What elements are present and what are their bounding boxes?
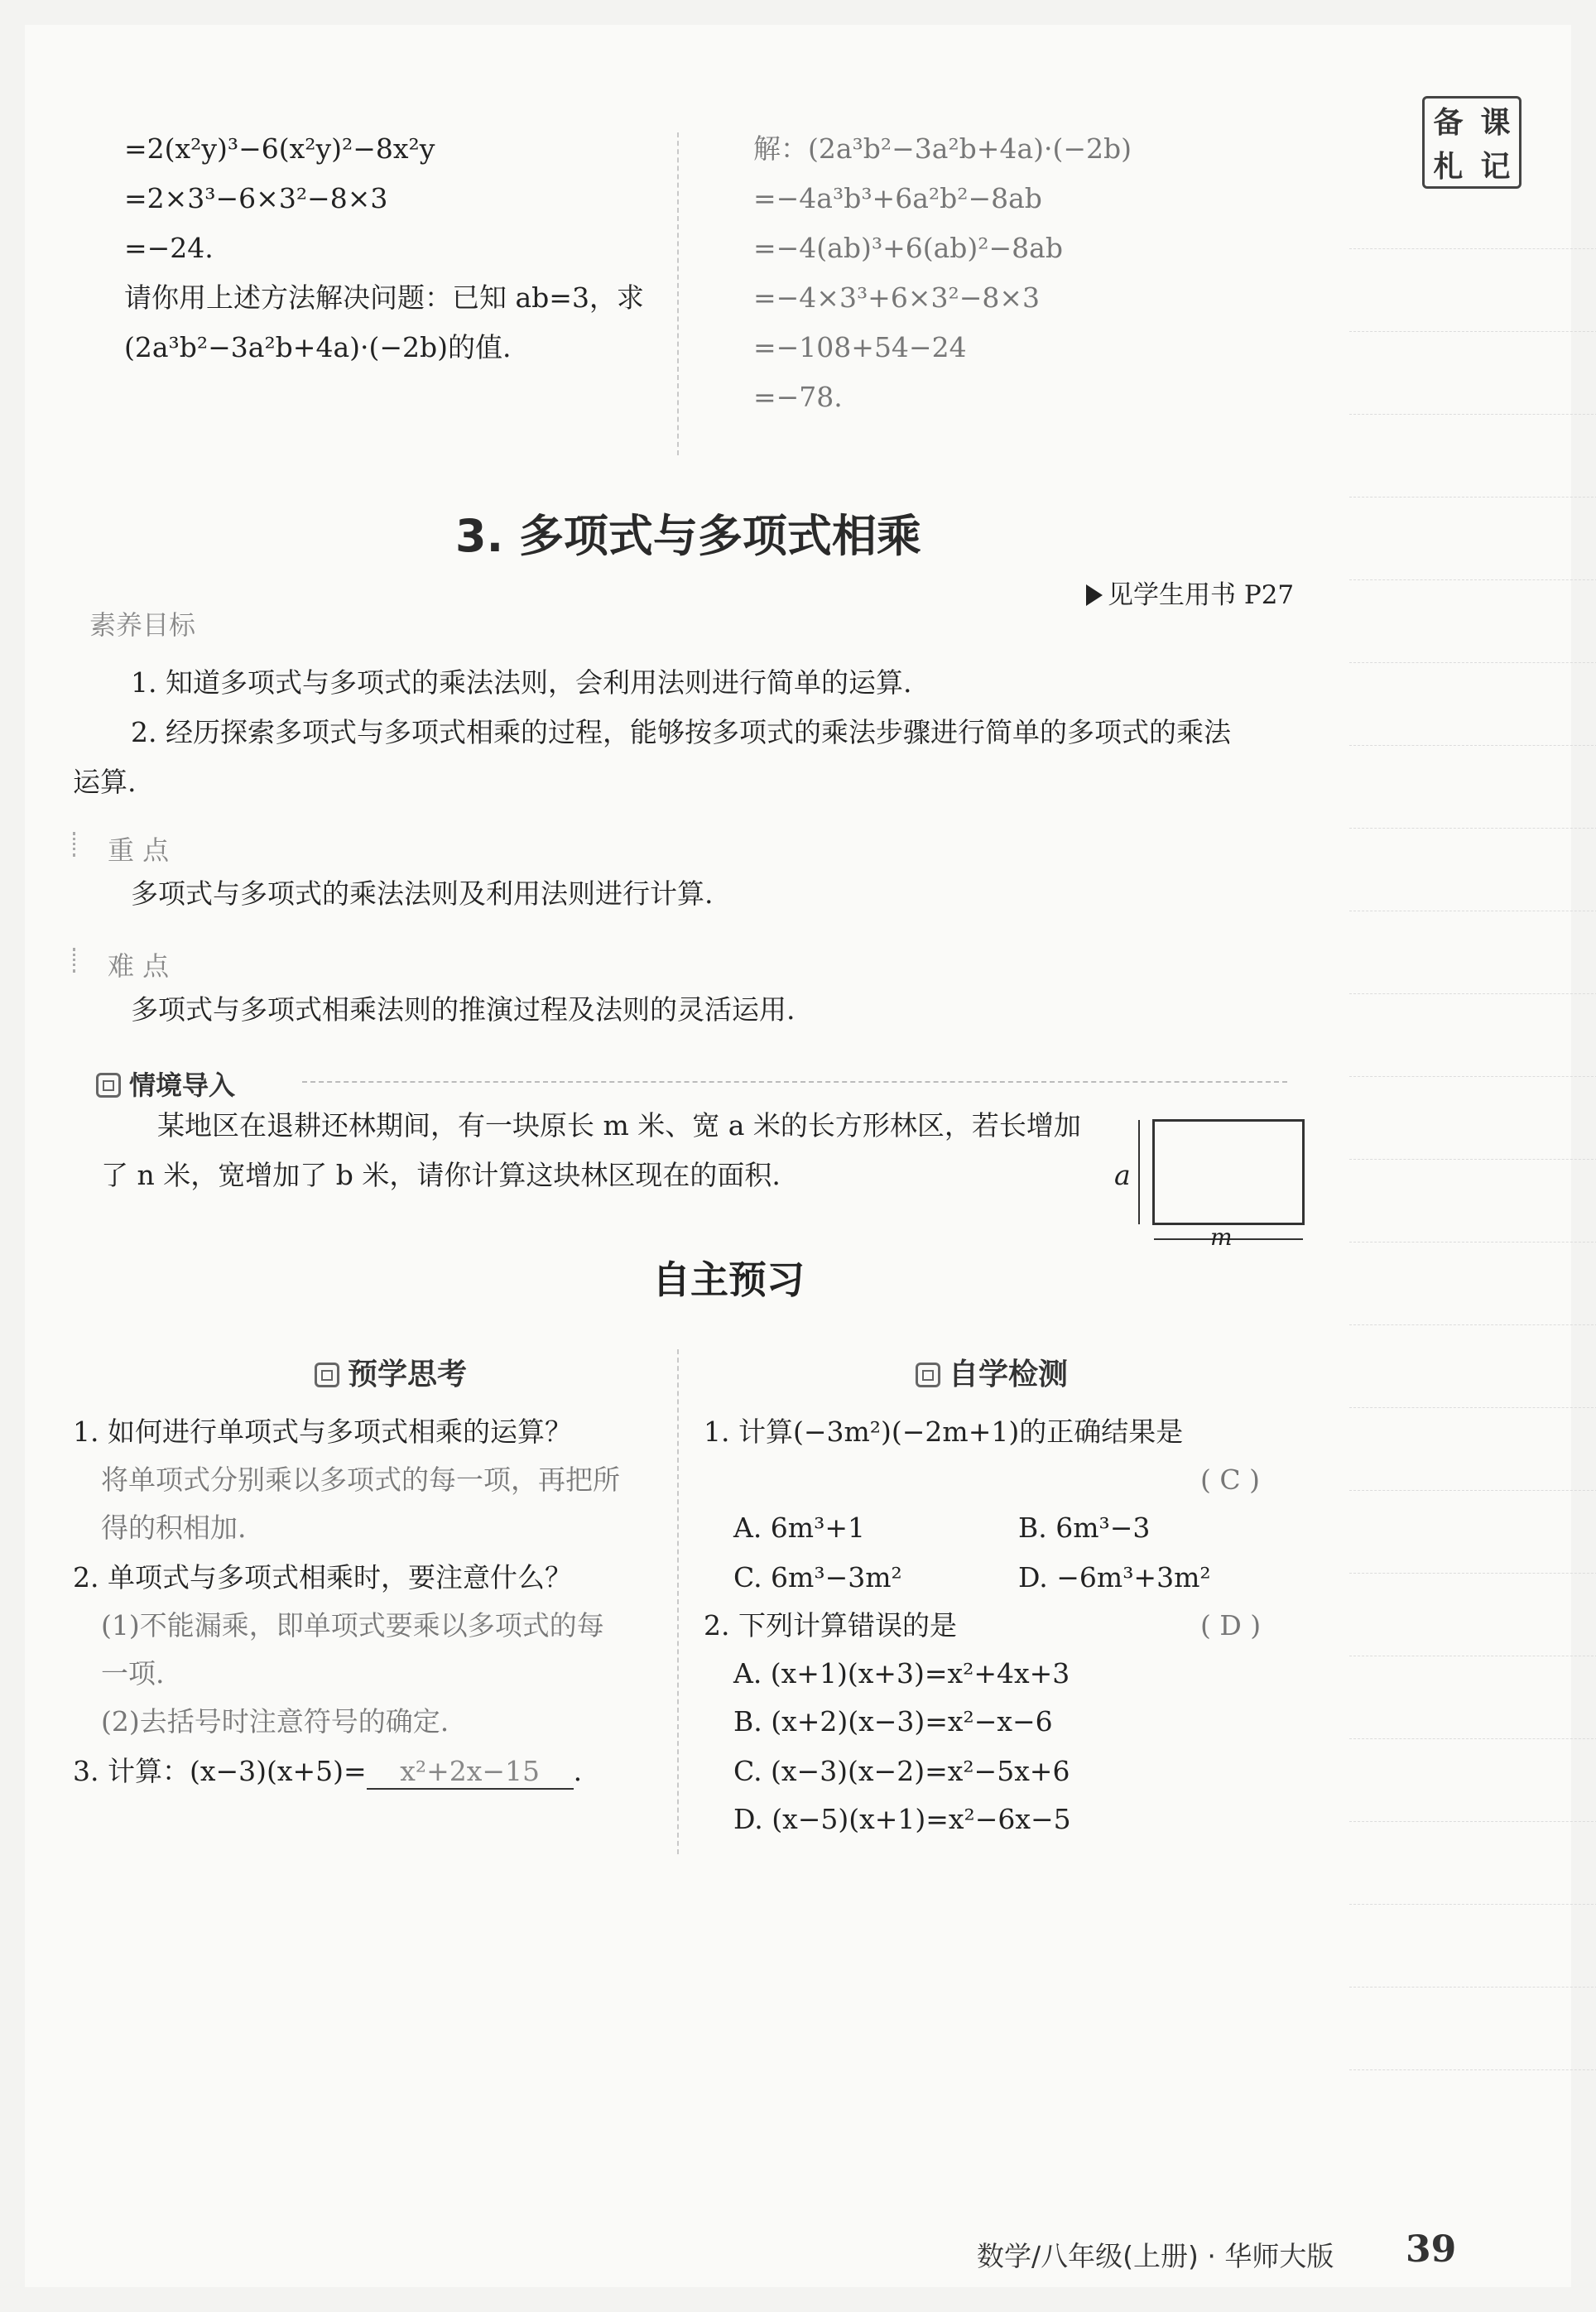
selftest-heading-text: 自学检测 <box>949 1358 1069 1392</box>
selftest-heading <box>916 1351 1068 1393</box>
option-1C: C. 6m³−3m² <box>733 1561 902 1593</box>
goals-label: 素养目标 <box>89 609 196 641</box>
figure-label-m: m <box>1210 1223 1233 1251</box>
solution-line-1: 解：(2a³b²−3a²b+4a)·(−2b) <box>753 132 1132 165</box>
option-1B: B. 6m³−3 <box>1018 1512 1151 1544</box>
option-2A: A. (x+1)(x+3)=x²+4x+3 <box>733 1657 1070 1690</box>
option-1A: A. 6m³+1 <box>733 1512 865 1544</box>
selftest-q2: 2. 下列计算错误的是 <box>704 1609 957 1641</box>
prestudy-icon <box>315 1363 339 1387</box>
notes-badge-char: 记 <box>1480 150 1511 184</box>
prestudy-a2-line2: 一项. <box>101 1657 165 1690</box>
notes-badge-char: 课 <box>1480 106 1511 140</box>
problem-line-1: 请你用上述方法解决问题：已知 ab=3，求 <box>124 281 644 314</box>
prestudy-a3-blank: x²+2x−15 <box>367 1755 574 1790</box>
page <box>25 25 1571 2287</box>
notes-badge <box>1422 96 1521 189</box>
solution-line-2: =−4a³b³+6a²b²−8ab <box>753 182 1042 214</box>
prestudy-heading <box>315 1351 467 1393</box>
prestudy-q3-end: . <box>573 1755 583 1787</box>
prestudy-heading-text: 预学思考 <box>348 1358 468 1392</box>
play-triangle-icon <box>1086 584 1103 606</box>
solution-line-3: =−4(ab)³+6(ab)²−8ab <box>753 232 1063 264</box>
figure-label-a: a <box>1114 1159 1131 1191</box>
prestudy-q3-text: 3. 计算：(x−3)(x+5)= <box>73 1755 367 1787</box>
page-number: 39 <box>1406 2228 1457 2271</box>
solution-line-4: =−4×3³+6×3²−8×3 <box>753 281 1040 314</box>
book-reference-text: 见学生用书 P27 <box>1108 580 1295 610</box>
option-2C: C. (x−3)(x−2)=x²−5x+6 <box>733 1755 1070 1787</box>
selftest-q1: 1. 计算(−3m²)(−2m+1)的正确结果是 <box>704 1416 1184 1448</box>
key-point-label: 重 点 <box>108 834 170 866</box>
section-title: 3. 多项式与多项式相乘 <box>455 510 921 562</box>
prestudy-a2-line3: (2)去括号时注意符号的确定. <box>101 1705 449 1738</box>
option-1D: D. −6m³+3m² <box>1018 1561 1211 1593</box>
footer-book-title: 数学/八年级(上册) · 华师大版 <box>977 2240 1334 2272</box>
intro-heading <box>96 1065 235 1103</box>
selftest-answer-1: ( C ) <box>1200 1464 1260 1496</box>
preview-heading: 自主预习 <box>652 1257 805 1302</box>
option-2B: B. (x+2)(x−3)=x²−x−6 <box>733 1705 1053 1738</box>
derivation-line-3: =−24. <box>124 232 214 264</box>
selftest-answer-2: ( D ) <box>1200 1609 1262 1641</box>
intro-icon <box>96 1073 121 1098</box>
prestudy-q3 <box>73 1755 582 1790</box>
difficult-point-text: 多项式与多项式相乘法则的推演过程及法则的灵活运用. <box>131 993 796 1026</box>
prestudy-q1: 1. 如何进行单项式与多项式相乘的运算？ <box>73 1416 572 1448</box>
solution-line-5: =−108+54−24 <box>753 331 967 363</box>
derivation-line-2: =2×3³−6×3²−8×3 <box>124 182 388 214</box>
intro-line-1: 某地区在退耕还林期间，有一块原长 m 米、宽 a 米的长方形林区，若长增加 <box>157 1109 1081 1142</box>
derivation-line-1: =2(x²y)³−6(x²y)²−8x²y <box>124 132 435 165</box>
notes-badge-char: 札 <box>1433 150 1464 184</box>
goal-item-2-cont: 运算. <box>73 766 137 798</box>
goal-item-1: 1. 知道多项式与多项式的乘法法则，会利用法则进行简单的运算. <box>131 666 912 699</box>
prestudy-a2-line1: (1)不能漏乘，即单项式要乘以多项式的每 <box>101 1609 604 1641</box>
book-reference <box>1086 574 1294 611</box>
prestudy-q2: 2. 单项式与多项式相乘时，要注意什么？ <box>73 1561 572 1593</box>
intro-heading-text: 情境导入 <box>129 1069 236 1101</box>
key-point-text: 多项式与多项式的乘法法则及利用法则进行计算. <box>131 877 714 910</box>
solution-line-6: =−78. <box>753 381 843 413</box>
selftest-icon <box>916 1363 940 1387</box>
goal-item-2: 2. 经历探索多项式与多项式相乘的过程，能够按多项式的乘法步骤进行简单的多项式的乘法 <box>131 716 1231 748</box>
notes-badge-char: 备 <box>1433 106 1464 140</box>
problem-line-2: (2a³b²−3a²b+4a)·(−2b)的值. <box>124 331 512 363</box>
difficult-point-label: 难 点 <box>108 950 170 982</box>
intro-line-2: 了 n 米，宽增加了 b 米，请你计算这块林区现在的面积. <box>101 1159 781 1191</box>
prestudy-a1-line1: 将单项式分别乘以多项式的每一项，再把所 <box>101 1464 620 1496</box>
option-2D: D. (x−5)(x+1)=x²−6x−5 <box>733 1803 1071 1835</box>
prestudy-a1-line2: 得的积相加. <box>101 1512 247 1544</box>
